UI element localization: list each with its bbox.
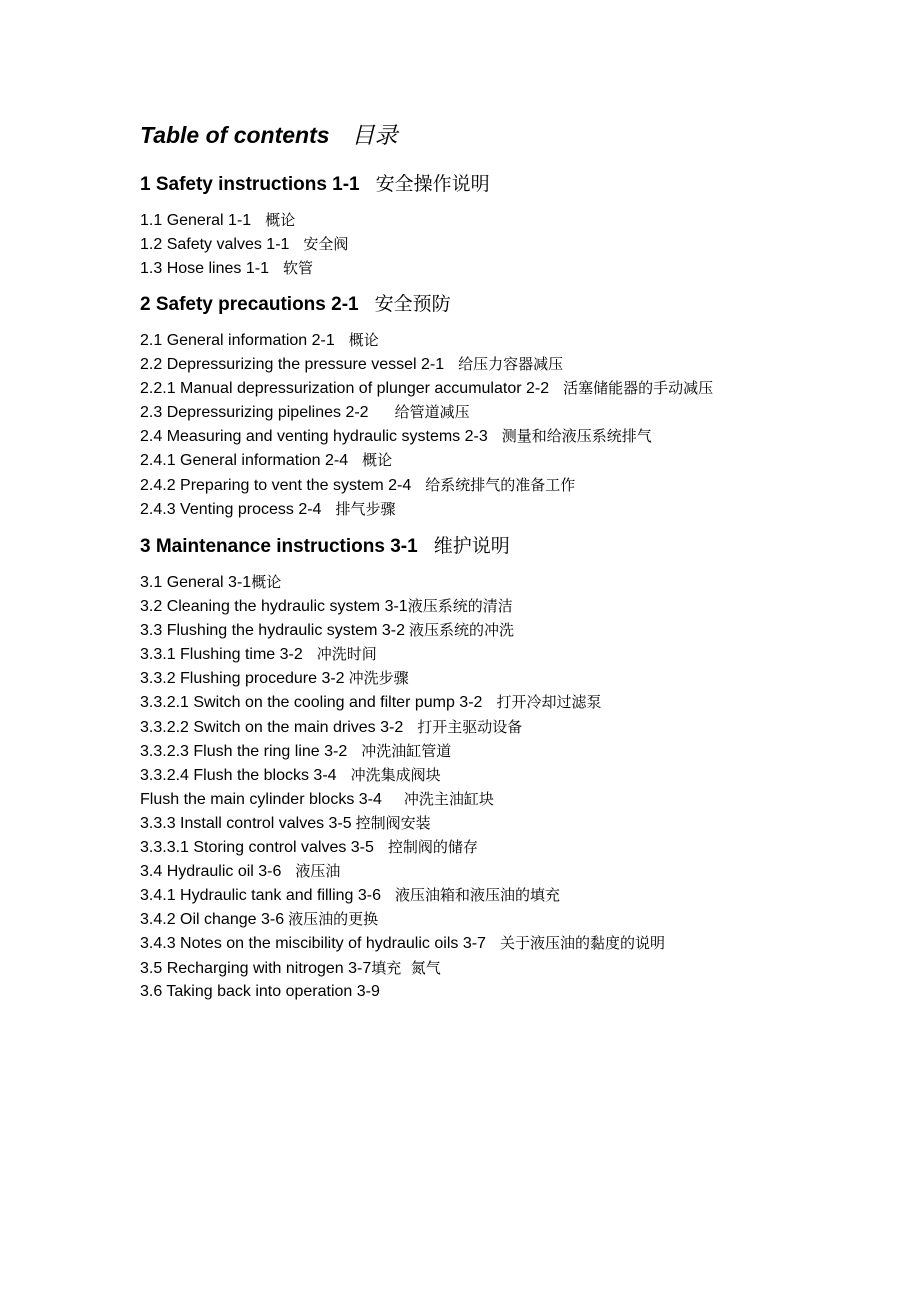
toc-entry-3-3[interactable]: [140, 618, 665, 642]
section-3-entries: [140, 570, 665, 1004]
entry-zh: 关于液压油的黏度的说明: [499, 934, 665, 953]
toc-entry-3-3-2[interactable]: [140, 666, 665, 690]
entry-zh: 冲洗集成阀块: [350, 765, 441, 784]
entry-en: 3.4 Hydraulic oil 3-6: [140, 863, 282, 881]
entry-en: 3.3.2.3 Flush the ring line 3-2: [140, 742, 348, 760]
toc-entry-3-4-3[interactable]: [140, 931, 665, 955]
entry-zh: 液压油: [295, 862, 341, 881]
toc-entry-3-3-3[interactable]: [140, 811, 665, 835]
entry-en: 3.4.1 Hydraulic tank and filling 3-6: [140, 887, 382, 905]
entry-en: 2.3 Depressurizing pipelines 2-2: [140, 404, 369, 422]
toc-entry-3-4-2[interactable]: [140, 907, 665, 931]
entry-en: 3.1 General 3-1: [140, 574, 252, 591]
entry-en: 2.4 Measuring and venting hydraulic systems 2-3: [140, 428, 488, 446]
entry-zh: 概论: [348, 331, 379, 349]
section-heading-zh: 维护说明: [433, 535, 510, 557]
title-en: Table of contents: [140, 122, 330, 148]
toc-entry-3-6[interactable]: [140, 980, 665, 1004]
entry-en: 3.3.3 Install control valves 3-5: [140, 814, 352, 832]
title-zh: 目录: [351, 123, 398, 149]
toc-entry-3-5[interactable]: [140, 956, 665, 980]
entry-zh: 打开冷却过滤泵: [496, 693, 602, 712]
entry-zh: 液压系统的清洁: [407, 597, 513, 616]
entry-en: 2.4.1 General information 2-4: [140, 452, 349, 470]
entry-zh: 安全阀: [303, 235, 349, 254]
entry-zh: 填充 氮气: [371, 958, 441, 977]
toc-entry-2-2[interactable]: [140, 352, 713, 376]
entry-en: 3.2 Cleaning the hydraulic system 3-1: [140, 598, 408, 616]
entry-zh: 控制阀的储存: [387, 838, 478, 857]
section-heading-zh: 安全预防: [374, 293, 451, 315]
entry-en: 2.1 General information 2-1: [140, 332, 335, 349]
section-2-entries: [140, 328, 713, 521]
section-1-entries: [140, 208, 348, 280]
toc-entry-3-4-1[interactable]: [140, 883, 665, 907]
toc-entry-1-1[interactable]: [140, 208, 348, 232]
toc-entry-2-2-1[interactable]: [140, 376, 713, 400]
entry-zh: 液压系统的冲洗: [409, 621, 515, 640]
toc-entry-3-4[interactable]: [140, 859, 665, 883]
entry-zh: 给压力容器减压: [458, 355, 564, 374]
toc-entry-3-3-2-3[interactable]: [140, 739, 665, 763]
entry-zh: 给管道减压: [394, 403, 470, 422]
entry-zh: 液压油的更换: [288, 910, 379, 929]
entry-en: 3.4.3 Notes on the miscibility of hydraulic oils 3-7: [140, 935, 486, 953]
entry-zh: 给系统排气的准备工作: [425, 475, 576, 494]
entry-en: 2.2.1 Manual depressurization of plunger accumulator 2-2: [140, 380, 550, 398]
toc-entry-3-3-2-4[interactable]: [140, 763, 665, 787]
entry-en: 3.3.2 Flushing procedure 3-2: [140, 670, 345, 688]
entry-en: 3.3.2.4 Flush the blocks 3-4: [140, 766, 337, 784]
entry-en: 3.3.2.1 Switch on the cooling and filter pump 3-2: [140, 694, 483, 712]
toc-entry-3-3-2-1[interactable]: [140, 690, 665, 714]
entry-zh: 概论: [362, 451, 393, 470]
section-heading-2[interactable]: [140, 290, 451, 319]
entry-en: 2.4.3 Venting process 2-4: [140, 500, 322, 518]
toc-entry-2-4-2[interactable]: [140, 473, 713, 497]
entry-zh: 测量和给液压系统排气: [501, 427, 652, 446]
toc-entry-2-4-1[interactable]: [140, 448, 713, 472]
entry-zh: 控制阀安装: [355, 813, 431, 832]
toc-entry-3-3-3-1[interactable]: [140, 835, 665, 859]
toc-entry-3-1[interactable]: [140, 570, 665, 594]
entry-en: 1.1 General 1-1: [140, 212, 252, 229]
entry-zh: 概论: [265, 211, 296, 229]
page-title: [140, 119, 398, 152]
entry-zh: 软管: [282, 259, 313, 278]
toc-entry-main-cylinder-blocks[interactable]: [140, 787, 665, 811]
toc-entry-3-2[interactable]: [140, 594, 665, 618]
section-heading-en: 2 Safety precautions 2-1: [140, 294, 359, 315]
entry-en: Flush the main cylinder blocks 3-4: [140, 790, 382, 808]
entry-en: 1.2 Safety valves 1-1: [140, 236, 290, 254]
entry-en: 2.4.2 Preparing to vent the system 2-4: [140, 476, 412, 494]
entry-zh: 冲洗时间: [316, 645, 377, 664]
toc-entry-3-3-1[interactable]: [140, 642, 665, 666]
toc-entry-1-2[interactable]: [140, 232, 348, 256]
toc-entry-1-3[interactable]: [140, 256, 348, 280]
entry-en: 3.3 Flushing the hydraulic system 3-2: [140, 622, 406, 640]
entry-zh: 冲洗主油缸块: [403, 789, 494, 808]
toc-entry-2-3[interactable]: [140, 400, 713, 424]
toc-entry-2-4[interactable]: [140, 424, 713, 448]
section-heading-3[interactable]: [140, 532, 510, 561]
entry-zh: 活塞储能器的手动减压: [563, 379, 714, 398]
toc-entry-2-4-3[interactable]: [140, 497, 713, 521]
entry-en: 2.2 Depressurizing the pressure vessel 2-1: [140, 356, 445, 374]
entry-zh: 打开主驱动设备: [417, 717, 523, 736]
entry-en: 3.3.1 Flushing time 3-2: [140, 646, 303, 664]
entry-en: 1.3 Hose lines 1-1: [140, 260, 269, 278]
entry-zh: 冲洗步骤: [348, 669, 409, 688]
entry-en: 3.5 Recharging with nitrogen 3-7: [140, 959, 372, 977]
entry-en: 3.3.2.2 Switch on the main drives 3-2: [140, 718, 404, 736]
entry-zh: 概论: [251, 573, 282, 591]
entry-en: 3.3.3.1 Storing control valves 3-5: [140, 839, 374, 857]
section-heading-1[interactable]: [140, 170, 490, 199]
entry-en: 3.6 Taking back into operation 3-9: [140, 982, 380, 1000]
entry-zh: 冲洗油缸管道: [361, 741, 452, 760]
toc-entry-3-3-2-2[interactable]: [140, 715, 665, 739]
toc-entry-2-1[interactable]: [140, 328, 713, 352]
entry-en: 3.4.2 Oil change 3-6: [140, 911, 285, 929]
section-heading-zh: 安全操作说明: [375, 173, 490, 195]
section-heading-en: 1 Safety instructions 1-1: [140, 174, 360, 195]
entry-zh: 排气步骤: [335, 499, 396, 518]
section-heading-en: 3 Maintenance instructions 3-1: [140, 536, 418, 557]
entry-zh: 液压油箱和液压油的填充: [395, 886, 561, 905]
